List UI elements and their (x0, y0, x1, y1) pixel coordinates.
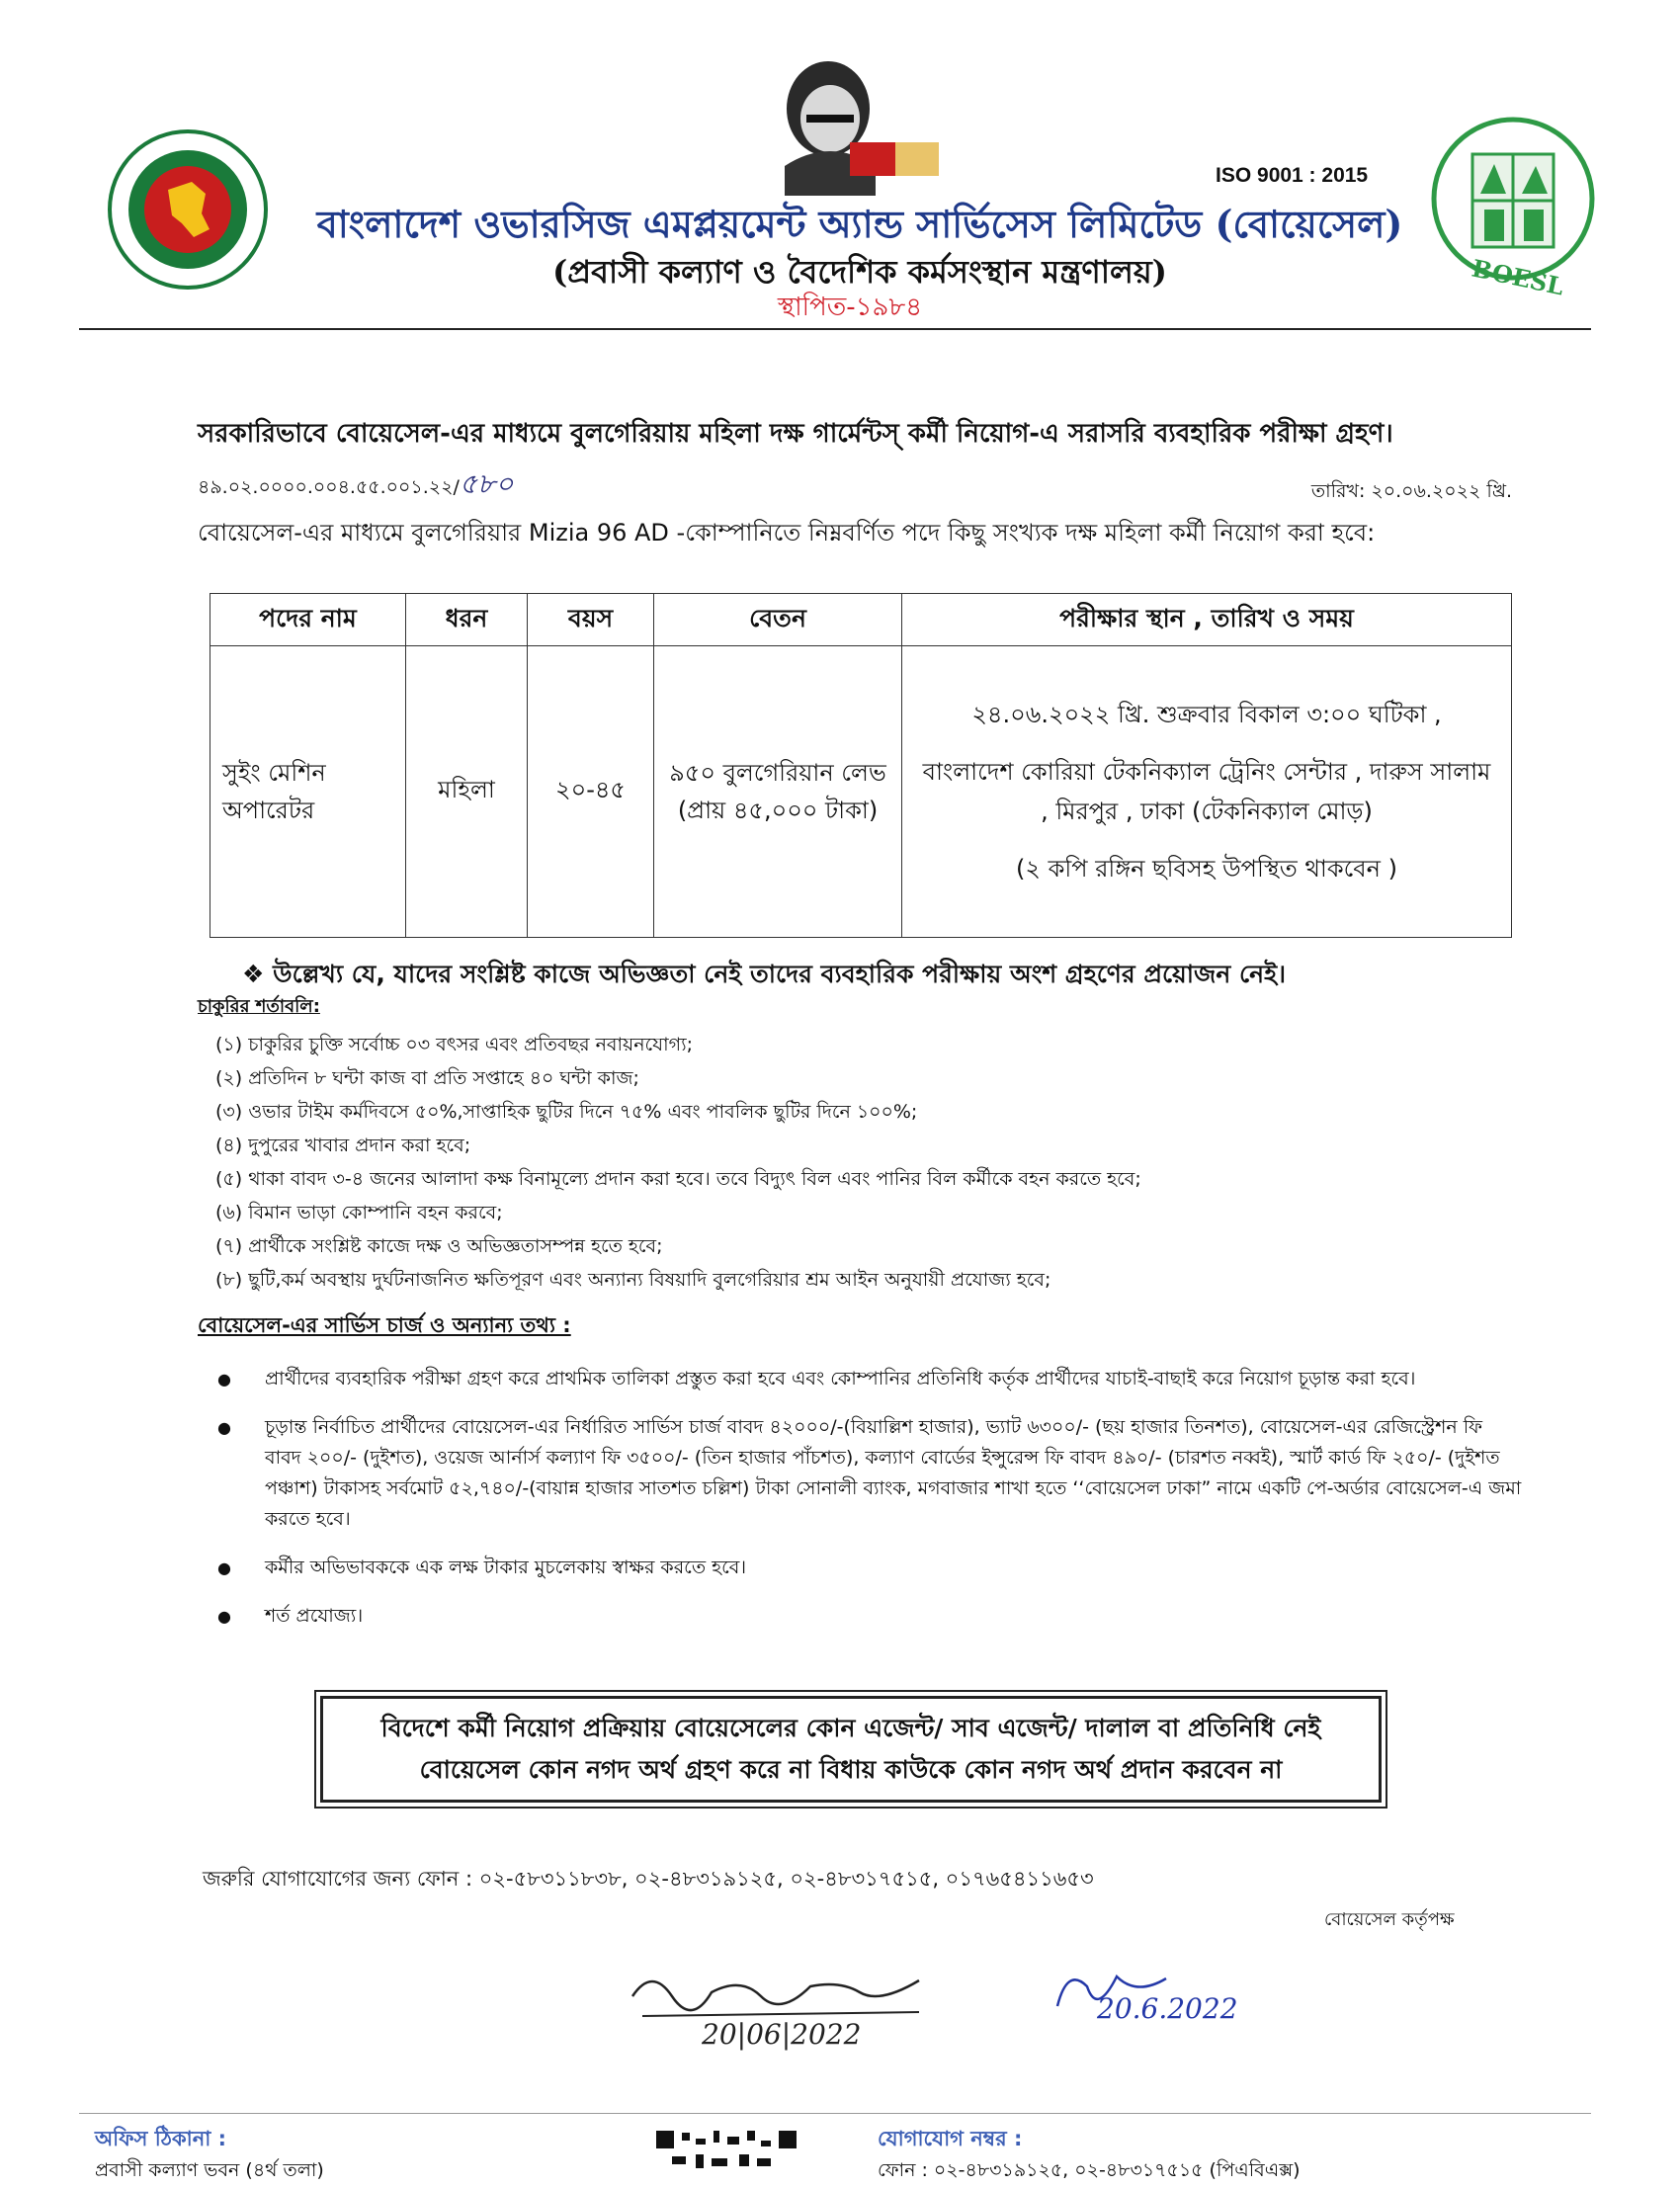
notice-date: তারিখ: ২০.০৬.২০২২ খ্রি. (1310, 480, 1512, 502)
warning-line-1: বিদেশে কর্মী নিয়োগ প্রক্রিয়ায় বোয়েসেলের কোন এজেন্ট/ সাব এজেন্ট/ দালাল বা প্রতিনিধি নেই (380, 1714, 1321, 1742)
list-item: (৫) থাকা বাবদ ৩-৪ জনের আলাদা কক্ষ বিনামূল্যে প্রদান করা হবে। তবে বিদ্যুৎ বিল এবং পানির বিল কর্মীকে বহন করতে হবে; (215, 1168, 1141, 1190)
ministry-subtitle: (প্রবাসী কল্যাণ ও বৈদেশিক কর্মসংস্থান মন্ত্রণালয়) (552, 253, 1167, 291)
signature-2 (1048, 1957, 1285, 2046)
list-item: (৮) ছুটি,কর্ম অবস্থায় দুর্ঘটনাজনিত ক্ষতিপূরণ এবং অন্যান্য বিষয়াদি বুলগেরিয়ার শ্রম আইন অনুযায়ী প্রযোজ্য হবে; (215, 1269, 1051, 1291)
list-item: ● শর্ত প্রযোজ্য। (217, 1601, 1522, 1632)
issuing-authority: বোয়েসেল কর্তৃপক্ষ (1324, 1909, 1455, 1930)
boesl-logo (1429, 115, 1597, 301)
warning-line-2: বোয়েসেল কোন নগদ অর্থ গ্রহণ করে না বিধায় কাউকে কোন নগদ অর্থ প্রদান করবেন না (419, 1755, 1283, 1784)
list-item: ● কর্মীর অভিভাবককে এক লক্ষ টাকার মুচলেকায় স্বাক্ষর করতে হবে। (217, 1553, 1522, 1583)
salary-amount: ৯৫০ বুলগেরিয়ান লেভ (669, 759, 886, 787)
cell-venue (902, 646, 1512, 938)
service-heading: বোয়েসেল-এর সার্ভিস চার্জ ও অন্যান্য তথ্য : (198, 1313, 571, 1337)
mujib-100-logo (751, 57, 949, 196)
cell-age: ২০-৪৫ (528, 646, 654, 938)
boesl-logo-text: BOESL (1469, 253, 1567, 301)
list-item: (১) চাকুরির চুক্তি সর্বোচ্চ ০৩ বৎসর এবং প্রতিবছর নবায়নযোগ্য; (215, 1034, 693, 1055)
exam-location: বাংলাদেশ কোরিয়া টেকনিক্যাল ট্রেনিং সেন্টার , দারুস সালাম , মিরপুর , ঢাকা (টেকনিক্যাল মোড়) (922, 758, 1491, 825)
experience-note: ❖ উল্লেখ্য যে, যাদের সংশ্লিষ্ট কাজে অভিজ্ঞতা নেই তাদের ব্যবহারিক পরীক্ষায় অংশ গ্রহণের প্রয়োজন নেই। (242, 960, 1287, 988)
notice-intro: বোয়েসেল-এর মাধ্যমে বুলগেরিয়ার Mizia 96 AD -কোম্পানিতে নিম্নবর্ণিত পদে কিছু সংখ্যক দক্ষ মহিলা কর্মী নিয়োগ করা হবে: (198, 519, 1376, 547)
memo-prefix: ৪৯.০২.০০০০.০০৪.৫৫.০০১.২২/ (198, 476, 460, 498)
col-header-post: পদের নাম (210, 594, 406, 646)
iso-certification: ISO 9001 : 2015 (1216, 164, 1369, 187)
notice-title: সরকারিভাবে বোয়েসেল-এর মাধ্যমে বুলগেরিয়ায় মহিলা দক্ষ গার্মেন্টস্ কর্মী নিয়োগ-এ সরাসরি ব্যবহারিক পরীক্ষা গ্রহণ। (198, 419, 1393, 449)
memo-handwritten-number: ৫৮০ (459, 467, 514, 500)
header-divider (79, 328, 1591, 330)
salary-approx: (প্রায় ৪৫,০০০ টাকা) (677, 797, 879, 824)
list-item: (৭) প্রার্থীকে সংশ্লিষ্ট কাজে দক্ষ ও অভিজ্ঞতাসম্পন্ন হতে হবে; (215, 1235, 663, 1257)
list-item: (২) প্রতিদিন ৮ ঘন্টা কাজ বা প্রতি সপ্তাহে ৪০ ঘন্টা কাজ; (215, 1067, 639, 1089)
cell-type: মহিলা (406, 646, 528, 938)
table-row (210, 646, 1512, 938)
exam-instruction: (২ কপি রঙ্গিন ছবিসহ উপস্থিত থাকবেন ) (1016, 855, 1397, 883)
signature-2-date: 20.6.2022 (1097, 1992, 1238, 2025)
memo-number (198, 463, 513, 509)
list-item: (৩) ওভার টাইম কর্মদিবসে ৫০%,সাপ্তাহিক ছুটির দিনে ৭৫% এবং পাবলিক ছুটির দিনে ১০০%; (215, 1101, 918, 1123)
col-header-venue: পরীক্ষার স্থান , তারিখ ও সময় (902, 594, 1512, 646)
organization-title: বাংলাদেশ ওভারসিজ এমপ্লয়মেন্ট অ্যান্ড সার্ভিসেস লিমিটেড (বোয়েসেল) (316, 202, 1403, 246)
job-table (210, 593, 1512, 938)
col-header-type: ধরন (406, 594, 528, 646)
exam-datetime: ২৪.০৬.২০২২ খ্রি. শুক্রবার বিকাল ৩:০০ ঘটিকা , (971, 701, 1442, 728)
footer-divider (79, 2113, 1591, 2114)
list-item: ● চূড়ান্ত নির্বাচিত প্রার্থীদের বোয়েসেল-এর নির্ধারিত সার্ভিস চার্জ বাবদ ৪২০০০/-(বিয়াল্লিশ হাজার), ভ্যাট ৬৩০০/- (ছয় হাজার তিনশত), বোয়েসেল-এর রেজিস্ট্রেশন ফি বাবদ ২০০/- (দুইশত), ওয়েজ আর্নার্স কল্যাণ ফি ৩৫০০/- (তিন হাজার পাঁচশত), কল্যাণ বোর্ডের ইন্সুরেন্স ফি বাবদ ৪৯০/- (চারশত নব্বই), স্মার্ট কার্ড ফি ২৫০/- (দুইশত পঞ্চাশ) টাকাসহ সর্বমোট ৫২,৭৪০/-(বায়ান্ন হাজার সাতশত চল্লিশ) টাকা সোনালী ব্যাংক, মগবাজার শাখা হতে ‘‘বোয়েসেল ঢাকা” নামে একটি পে-অর্ডার বোয়েসেল-এ জমা করতে হবে। (217, 1412, 1522, 1535)
established-year: স্থাপিত-১৯৮৪ (777, 293, 923, 322)
list-item: ● প্রার্থীদের ব্যবহারিক পরীক্ষা গ্রহণ করে প্রাথমিক তালিকা প্রস্তুত করা হবে এবং কোম্পানির প্রতিনিধি কর্তৃক প্রার্থীদের যাচাই-বাছাই করে নিয়োগ চূড়ান্ত করা হবে। (217, 1364, 1522, 1394)
list-item: (৬) বিমান ভাড়া কোম্পানি বহন করবে; (215, 1202, 503, 1223)
contact-number-heading: যোগাযোগ নম্বর : (878, 2127, 1023, 2150)
warning-box (314, 1690, 1387, 1809)
col-header-salary: বেতন (654, 594, 902, 646)
warning-box-inner (320, 1696, 1382, 1803)
table-header-row (210, 594, 1512, 646)
qr-code (652, 2127, 800, 2174)
signature-1 (623, 1957, 949, 2065)
list-item: (৪) দুপুরের খাবার প্রদান করা হবে; (215, 1135, 471, 1156)
col-header-age: বয়স (528, 594, 654, 646)
govt-seal-logo (107, 128, 269, 291)
emergency-contact: জরুরি যোগাযোগের জন্য ফোন : ০২-৫৮৩১১৮৩৮, ০২-৪৮৩১৯১২৫, ০২-৪৮৩১৭৫১৫, ০১৭৬৫৪১১৬৫৩ (203, 1867, 1094, 1891)
service-list (217, 1364, 1522, 1649)
contact-number-line: ফোন : ০২-৪৮৩১৯১২৫, ০২-৪৮৩১৭৫১৫ (পিএবিএক্স) (878, 2159, 1301, 2181)
office-address-line: প্রবাসী কল্যাণ ভবন (৪র্থ তলা) (95, 2159, 324, 2181)
conditions-list (215, 1028, 1520, 1297)
signature-1-date: 20|06|2022 (702, 2018, 862, 2051)
conditions-heading: চাকুরির শর্তাবলি: (198, 996, 320, 1017)
cell-post: সুইং মেশিন অপারেটর (210, 646, 406, 938)
office-address-heading: অফিস ঠিকানা : (95, 2127, 227, 2150)
cell-salary (654, 646, 902, 938)
